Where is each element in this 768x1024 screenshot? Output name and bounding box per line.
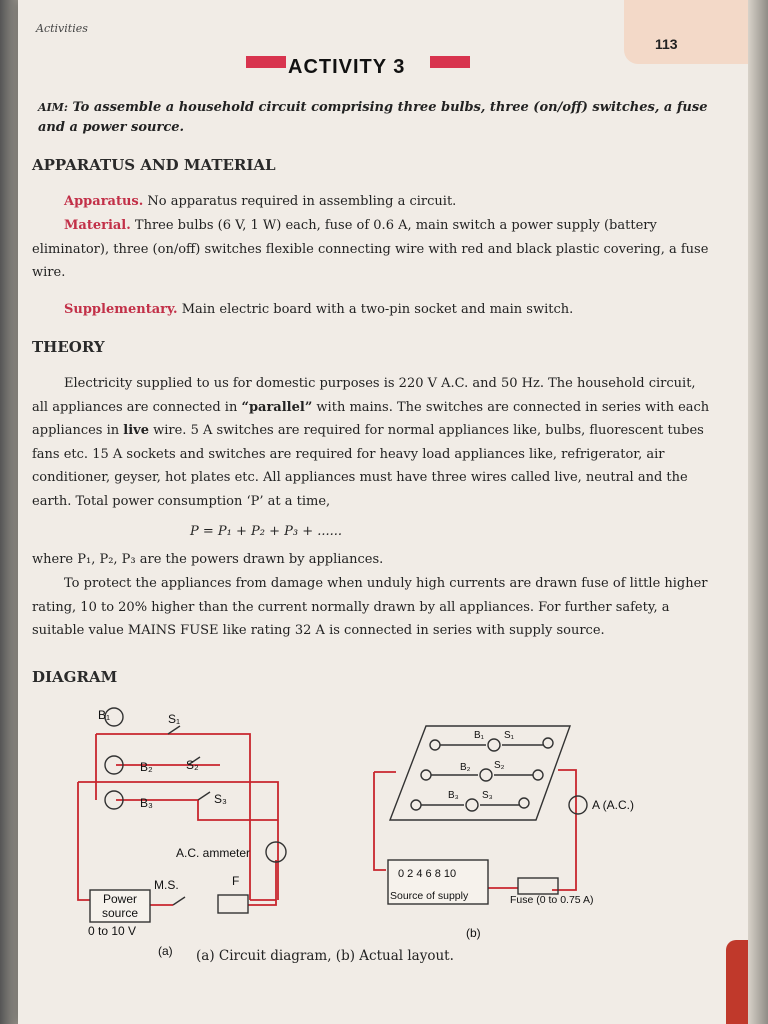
theory-text-1c: wire. 5 A switches are required for normal appliances like, bulbs, fluorescent tubes fans etc. 15 A sockets and switches are required for heavy load appliances like, refrigerator, air conditioner, geyser, hot plates etc. All appliances must have three wires called live, neutral and the earth. Total power consumption ‘P’ at a time, <box>32 423 704 509</box>
switch-s1-icon <box>168 726 180 734</box>
fuse-icon <box>218 895 248 913</box>
where-line: where P₁, P₂, P₃ are the powers drawn by appliances. <box>32 552 384 567</box>
fuse-b-icon <box>518 878 558 894</box>
theory-heading: THEORY <box>32 338 105 356</box>
theory-parallel: “parallel” <box>241 399 313 415</box>
theory-text-1a: Electricity supplied to us for domestic purposes is 220 V A.C. and 50 Hz. The household circuit, all appliances are connected in <box>32 376 696 415</box>
activity-title: ACTIVITY 3 <box>288 56 406 78</box>
label-b-b2: B₂ <box>460 762 471 773</box>
label-s3: S₃ <box>214 792 227 806</box>
label-b-dial: 0 2 4 6 8 10 <box>398 868 457 880</box>
label-b-b1: B₁ <box>474 730 485 741</box>
aim-label: AIM: <box>38 101 68 114</box>
section-tab <box>726 940 748 1024</box>
label-b-b3: B₃ <box>448 790 459 801</box>
book-edge <box>748 0 768 1024</box>
book-gutter <box>0 0 18 1024</box>
label-b-s2: S₂ <box>494 760 505 771</box>
running-title: Activities <box>36 22 88 35</box>
power-equation: P = P₁ + P₂ + P₃ + ...... <box>190 524 343 539</box>
theory-paragraph-2: To protect the appliances from damage when unduly high currents are drawn fuse of little higher rating, 10 to 20% higher than the current normally drawn by all appliances. For further safety, a suitable value MAINS FUSE like rating 32 A is connected in series with supply source. <box>32 576 708 638</box>
page-number: 113 <box>655 36 678 52</box>
label-b1: B₁ <box>98 708 111 722</box>
theory-live: live <box>123 423 149 438</box>
label-fuse: F <box>232 874 240 888</box>
label-b2: B₂ <box>140 760 153 774</box>
bulb-b2-icon <box>480 769 492 781</box>
label-b-ammeter: A (A.C.) <box>592 798 635 812</box>
label-ammeter: A.C. ammeter <box>176 846 251 860</box>
book-page <box>18 0 748 1024</box>
label-b-s1: S₁ <box>504 730 515 741</box>
label-b-source: Source of supply <box>390 890 469 902</box>
label-diagram-a: (a) <box>158 944 173 958</box>
label-power-source: Power source <box>101 892 139 920</box>
diagram-heading: DIAGRAM <box>32 668 118 686</box>
label-s2: S₂ <box>186 758 199 772</box>
supplementary-label: Supplementary. <box>64 302 178 317</box>
material-text: Three bulbs (6 V, 1 W) each, fuse of 0.6 A, main switch a power supply (battery eliminator), three (on/off) switches flexible connecting wire with red and black plastic covering, a fuse wire. <box>32 218 709 280</box>
bulb-b3-icon <box>466 799 478 811</box>
label-main-switch: M.S. <box>154 878 179 892</box>
circuit-diagrams <box>18 0 748 1024</box>
label-b-s3: S₃ <box>482 790 493 801</box>
figure-caption: (a) Circuit diagram, (b) Actual layout. <box>196 948 454 964</box>
label-b-fuse: Fuse (0 to 0.75 A) <box>510 894 594 906</box>
ammeter-b-icon <box>569 796 587 814</box>
apparatus-heading: APPARATUS AND MATERIAL <box>32 156 276 174</box>
main-switch-icon <box>173 897 185 905</box>
supplementary-text: Main electric board with a two-pin socket and main switch. <box>177 302 574 317</box>
label-b3: B₃ <box>140 796 153 810</box>
diagram-a-components <box>90 708 286 922</box>
bulb-b1-icon <box>488 739 500 751</box>
aim-text: To assemble a household circuit comprising three bulbs, three (on/off) switches, a fuse and a power source. <box>38 100 708 135</box>
label-diagram-b: (b) <box>466 926 481 940</box>
label-s1: S₁ <box>168 712 181 726</box>
apparatus-label: Apparatus. <box>64 194 144 209</box>
switch-s3-icon <box>198 792 210 800</box>
ammeter-icon <box>266 842 286 862</box>
theory-text-1b: with mains. The switches are connected in series with each appliances in <box>32 399 710 438</box>
apparatus-text: No apparatus required in assembling a circuit. <box>143 194 457 209</box>
label-range: 0 to 10 V <box>88 924 137 938</box>
material-label: Material. <box>64 218 131 233</box>
